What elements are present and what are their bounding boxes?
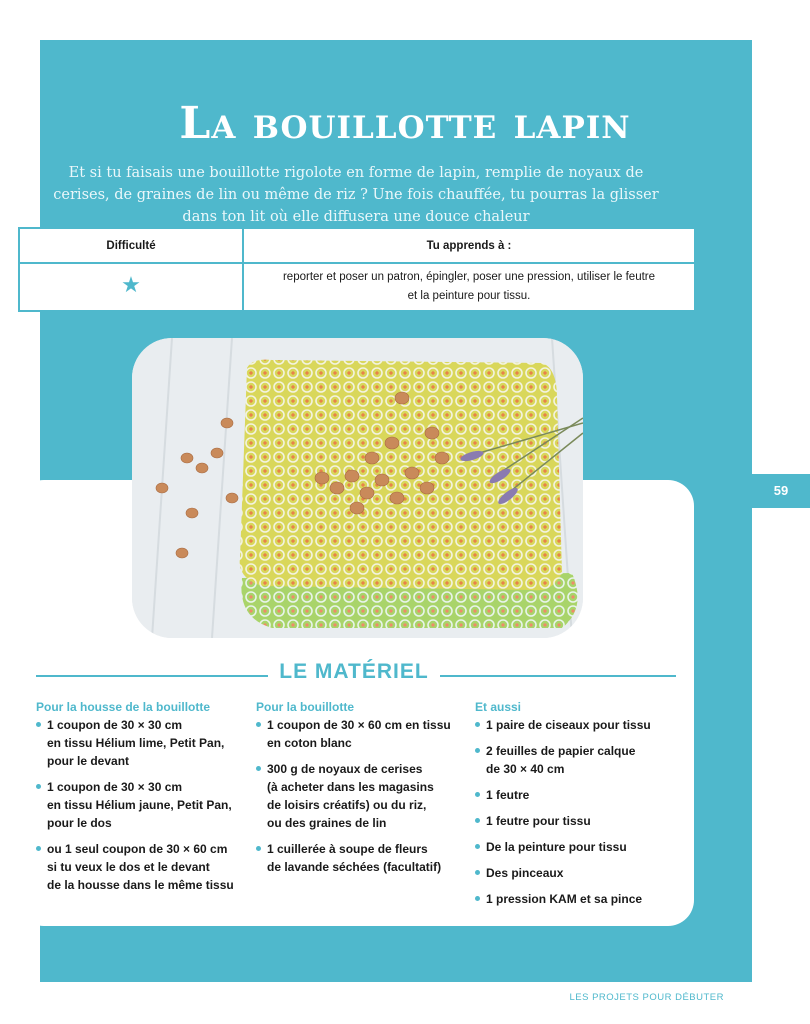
item-line: 1 coupon de 30 × 60 cm en tissu [267, 718, 451, 732]
column-heading: Pour la housse de la bouillotte [36, 700, 211, 714]
material-title: LE MATÉRIEL [279, 660, 429, 683]
material-heading [36, 660, 676, 690]
item-line: 1 feutre pour tissu [486, 814, 591, 828]
fabric-illustration [132, 338, 583, 638]
list-item [36, 840, 251, 894]
intro-text: Et si tu faisais une bouillotte rigolote en forme de lapin, remplie de noyaux de cerises, de graines de lin ou même de riz ? Une fois chauffée, tu pourras la glisser dans ton lit où elle diffusera une douce chaleur [53, 165, 659, 225]
column-heading: Et aussi [475, 700, 522, 714]
item-line: ou des graines de lin [267, 816, 387, 830]
item-line: 1 pression KAM et sa pince [486, 892, 643, 906]
difficulty-header: Difficulté [19, 228, 243, 263]
page-title: La bouillotte lapin [179, 98, 631, 149]
item-line: ou 1 seul coupon de 30 × 60 cm [47, 842, 228, 856]
item-line: de loisirs créatifs) ou du riz, [267, 798, 427, 812]
footer-label: LES PROJETS POUR DÉBUTER [569, 992, 724, 1003]
difficulty-cell [19, 263, 243, 311]
item-line: de lavande séchées (facultatif) [267, 860, 442, 874]
item-line: 1 coupon de 30 × 30 cm [47, 718, 183, 732]
list-item [36, 716, 251, 770]
item-line: 1 paire de ciseaux pour tissu [486, 718, 651, 732]
item-line: pour le dos [47, 816, 112, 830]
list-item [475, 786, 690, 804]
item-line: 2 feuilles de papier calque [486, 744, 636, 758]
list-item [256, 716, 466, 752]
heading-rule-right [440, 675, 676, 677]
item-line: de 30 × 40 cm [486, 762, 565, 776]
item-line: en tissu Hélium jaune, Petit Pan, [47, 798, 232, 812]
list-item [475, 742, 690, 778]
list-item [475, 864, 690, 882]
learn-cell [243, 263, 695, 311]
list-item [475, 890, 690, 908]
item-line: 1 feutre [486, 788, 530, 802]
item-line: 300 g de noyaux de cerises [267, 762, 423, 776]
item-line: pour le devant [47, 754, 130, 768]
info-table [18, 227, 696, 312]
item-line: Des pinceaux [486, 866, 564, 880]
item-line: 1 coupon de 30 × 30 cm [47, 780, 183, 794]
list-item [256, 840, 466, 876]
learn-line: et la peinture pour tissu. [407, 290, 531, 302]
item-line: De la peinture pour tissu [486, 840, 627, 854]
learn-header: Tu apprends à : [243, 228, 695, 263]
material-column-housse [36, 700, 251, 902]
list-item [36, 778, 251, 832]
material-column-bouillotte [256, 700, 466, 884]
item-line: en coton blanc [267, 736, 352, 750]
item-line: (à acheter dans les magasins [267, 780, 434, 794]
list-item [256, 760, 466, 832]
column-heading: Pour la bouillotte [256, 700, 354, 714]
item-line: en tissu Hélium lime, Petit Pan, [47, 736, 225, 750]
item-line: de la housse dans le même tissu [47, 878, 234, 892]
item-line: 1 cuillerée à soupe de fleurs [267, 842, 428, 856]
list-item [475, 716, 690, 734]
learn-line: reporter et poser un patron, épingler, poser une pression, utiliser le feutre [282, 271, 656, 283]
page-number: 59 [752, 474, 810, 508]
item-line: si tu veux le dos et le devant [47, 860, 210, 874]
fabric-photo [132, 338, 583, 638]
list-item [475, 812, 690, 830]
list-item [475, 838, 690, 856]
heading-rule-left [36, 675, 268, 677]
star-icon: ★ [121, 272, 141, 297]
material-column-aussi [475, 700, 690, 916]
